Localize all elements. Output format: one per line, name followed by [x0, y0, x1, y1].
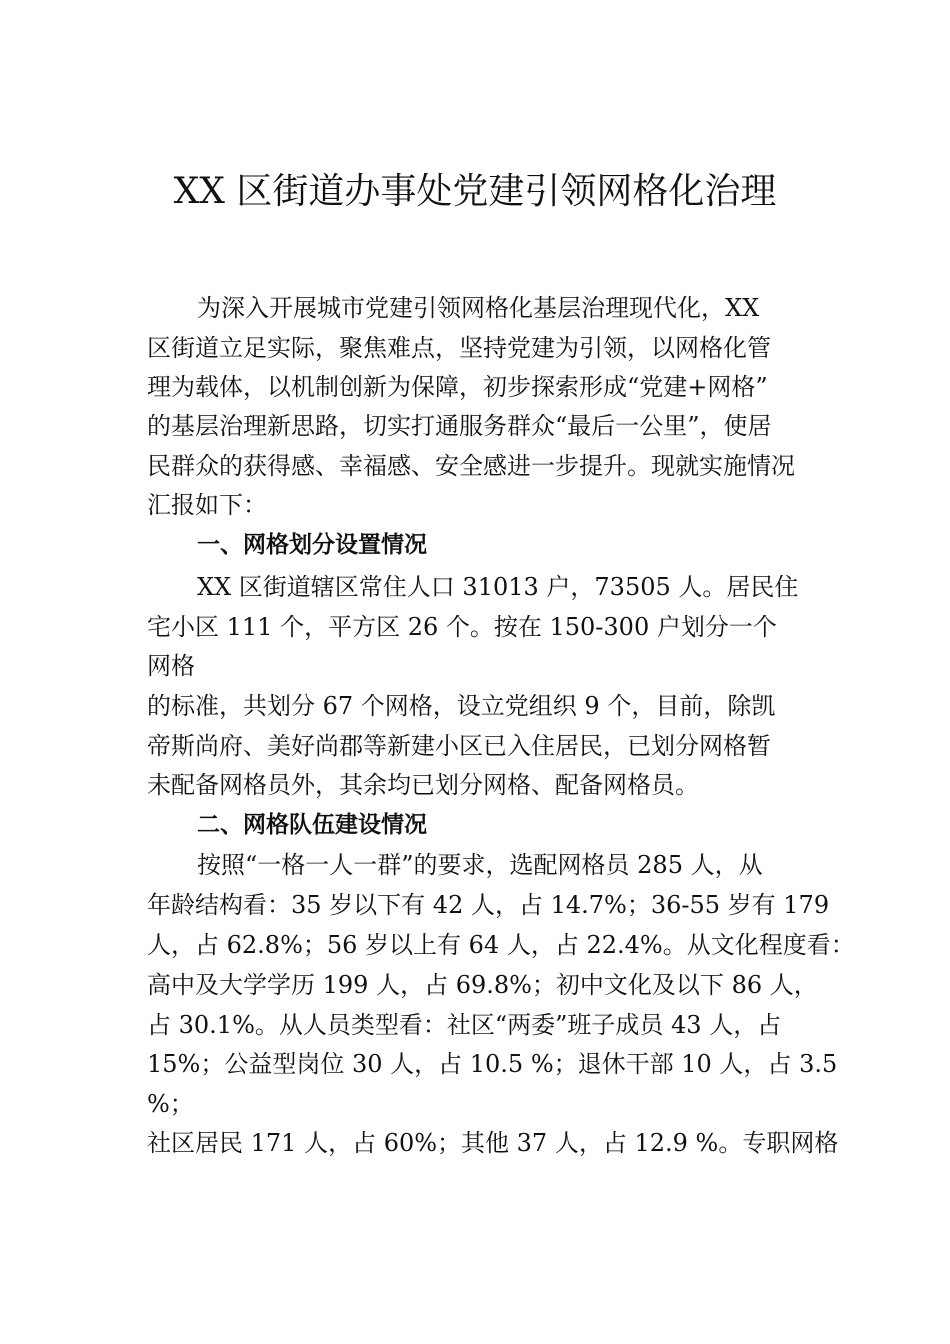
paragraph-line: 未配备网格员外，其余均已划分网格、配备网格员。: [147, 771, 699, 799]
paragraph-line: 汇报如下：: [147, 491, 267, 519]
paragraph-line: 区街道立足实际，聚焦难点，坚持党建为引领，以网格化管: [147, 334, 771, 362]
paragraph-line: 按照“一格一人一群”的要求，选配网格员 285 人，从: [197, 851, 763, 879]
section-heading-1: 一、网格划分设置情况: [197, 532, 427, 558]
paragraph-line: 宅小区 111 个，平方区 26 个。按在 150-300 户划分一个: [147, 613, 777, 641]
paragraph-line: 的标准，共划分 67 个网格，设立党组织 9 个，目前，除凯: [147, 692, 776, 720]
paragraph-line: 年龄结构看：35 岁以下有 42 人，占 14.7%；36-55 岁有 179: [147, 891, 830, 919]
section-heading-2: 二、网格队伍建设情况: [197, 812, 427, 838]
paragraph-line: XX 区街道辖区常住人口 31013 户，73505 人。居民住: [197, 573, 799, 601]
paragraph-line: 占 30.1%。从人员类型看：社区“两委”班子成员 43 人，占: [147, 1011, 782, 1039]
document-title: XX 区街道办事处党建引领网格化治理: [173, 171, 777, 212]
paragraph-line: 民群众的获得感、幸福感、安全感进一步提升。现就实施情况: [147, 452, 795, 480]
paragraph-line: 帝斯尚府、美好尚郡等新建小区已入住居民，已划分网格暂: [147, 732, 771, 760]
paragraph-line: 理为载体，以机制创新为保障，初步探索形成“党建+网格”: [147, 373, 768, 401]
paragraph-line: 人，占 62.8%；56 岁以上有 64 人，占 22.4%。从文化程度看：: [147, 931, 855, 959]
paragraph-line: 网格: [147, 652, 195, 680]
paragraph-line: 15%；公益型岗位 30 人，占 10.5 %；退休干部 10 人，占 3.5: [147, 1050, 838, 1078]
paragraph-line: 高中及大学学历 199 人，占 69.8%；初中文化及以下 86 人，: [147, 971, 818, 999]
paragraph-line: %；: [147, 1090, 194, 1118]
paragraph-line: 的基层治理新思路，切实打通服务群众“最后一公里”，使居: [147, 412, 772, 440]
paragraph-line: 为深入开展城市党建引领网格化基层治理现代化，XX: [197, 294, 760, 322]
paragraph-line: 社区居民 171 人，占 60%；其他 37 人，占 12.9 %。专职网格: [147, 1129, 839, 1157]
